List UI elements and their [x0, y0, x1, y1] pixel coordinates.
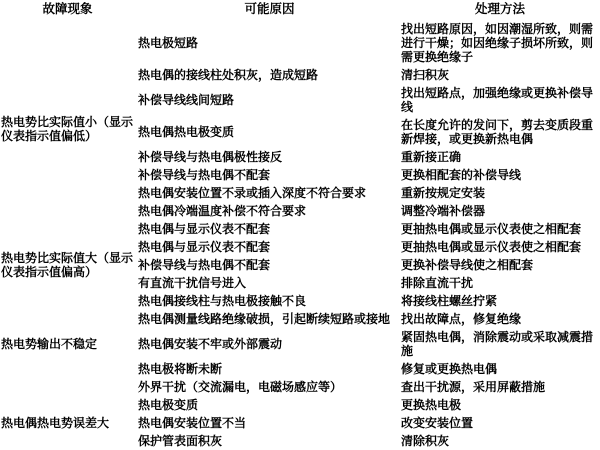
treatment-method-cell: 修复或更换热电偶: [401, 362, 498, 376]
treatment-method-cell: 调整冷端补偿器: [401, 204, 486, 218]
treatment-method-cell: 找出短路原因，如因潮湿所致，则需进行干燥；如因绝缘子损坏所致，则需更换绝缘子: [401, 22, 594, 64]
group-rows: [134, 20, 599, 238]
table-body: [1, 20, 599, 450]
table-row: [134, 292, 599, 310]
group-rows: [134, 238, 599, 292]
possible-cause-cell: 热电极将断未断: [138, 362, 223, 376]
column-header-fault: 故障现象: [42, 2, 93, 16]
possible-cause-cell: 热电极变质: [138, 398, 199, 412]
treatment-method-cell: 在长度允许的发问下，剪去变质段重新焊接，或更换新热电偶: [401, 118, 594, 146]
table-row: [134, 396, 599, 414]
possible-cause-cell: 热电偶安装位置不当: [138, 416, 247, 430]
possible-cause-cell: 热电偶的接线柱处积灰，造成短路: [138, 68, 319, 82]
column-header-cause: 可能原因: [244, 2, 295, 16]
treatment-method-cell: 更换相配套的补偿导线: [401, 168, 522, 182]
treatment-method-cell: 找出故障点，修复绝缘: [401, 312, 522, 326]
fault-phenomenon-cell: 热电势比实际值小（显示仪表指示值偏低）: [1, 115, 134, 143]
fault-group: [1, 20, 599, 238]
table-row: [134, 20, 599, 66]
treatment-method-cell: 排除直流干扰: [401, 276, 474, 290]
table-row: [134, 414, 599, 432]
possible-cause-cell: 补偿导线与热电偶不配套: [138, 258, 271, 272]
table-row: [134, 238, 599, 256]
column-header-treatment: 处理方法: [474, 2, 525, 16]
possible-cause-cell: 热电偶冷端温度补偿不符合要求: [138, 204, 307, 218]
possible-cause-cell: 补偿导线与热电偶极性接反: [138, 150, 283, 164]
table-row: [134, 432, 599, 450]
possible-cause-cell: 有直流干扰信号进入: [138, 276, 247, 290]
possible-cause-cell: 热电极短路: [138, 36, 199, 50]
table-header-row: [1, 2, 599, 16]
table-row: [134, 184, 599, 202]
fault-group: [1, 292, 599, 396]
treatment-method-cell: 查出干扰源，采用屏蔽措施: [401, 380, 546, 394]
table-row: [134, 360, 599, 378]
table-row: [134, 328, 599, 360]
treatment-method-cell: 更抽热电偶或显示仪表使之相配套: [401, 240, 582, 254]
group-rows: [134, 396, 599, 450]
treatment-method-cell: 改变安装位置: [401, 416, 474, 430]
table-row: [134, 66, 599, 84]
treatment-method-cell: 更抽热电偶或显示仪表使之相配套: [401, 222, 582, 236]
possible-cause-cell: 补偿导线与热电偶不配套: [138, 168, 271, 182]
treatment-method-cell: 更换热电极: [401, 398, 462, 412]
possible-cause-cell: 热电偶热电极变质: [138, 125, 235, 139]
possible-cause-cell: 保护管表面积灰: [138, 434, 223, 448]
treatment-method-cell: 紧固热电偶，消除震动或采取减震措施: [401, 330, 594, 358]
treatment-method-cell: 重新按规定安装: [401, 186, 486, 200]
table-row: [134, 84, 599, 116]
possible-cause-cell: 热电偶与显示仪表不配套: [138, 240, 271, 254]
table-row: [134, 220, 599, 238]
fault-phenomenon-cell: 热电偶热电势误差大: [1, 416, 110, 430]
fault-phenomenon-cell: 热电势比实际值大（显示仪表指示值偏高）: [1, 251, 134, 279]
table-row: [134, 310, 599, 328]
possible-cause-cell: 热电偶接线柱与热电极接触不良: [138, 294, 307, 308]
table-row: [134, 202, 599, 220]
treatment-method-cell: 将接线柱螺丝拧紧: [401, 294, 498, 308]
fault-phenomenon-cell: 热电势输出不稳定: [1, 337, 98, 351]
fault-group: [1, 396, 599, 450]
treatment-method-cell: 更换补偿导线使之相配套: [401, 258, 534, 272]
table-row: [134, 378, 599, 396]
treatment-method-cell: 重新接正确: [401, 150, 462, 164]
table-row: [134, 256, 599, 274]
possible-cause-cell: 热电偶安装位置不录或插入深度不符合要求: [138, 186, 367, 200]
possible-cause-cell: 热电偶与显示仪表不配套: [138, 222, 271, 236]
treatment-method-cell: 清扫积灰: [401, 68, 450, 82]
treatment-method-cell: 清除积灰: [401, 434, 450, 448]
table-row: [134, 274, 599, 292]
fault-group: [1, 238, 599, 292]
possible-cause-cell: 外界干扰（交流漏电，电磁场感应等）: [138, 380, 343, 394]
possible-cause-cell: 热电偶测量线路绝缘破损，引起断续短路或接地: [138, 312, 391, 326]
table-row: [134, 116, 599, 148]
group-rows: [134, 292, 599, 396]
possible-cause-cell: 补偿导线线间短路: [138, 93, 235, 107]
possible-cause-cell: 热电偶安装不牢或外部震动: [138, 337, 283, 351]
treatment-method-cell: 找出短路点，加强绝缘或更换补偿导线: [401, 86, 594, 114]
table-row: [134, 166, 599, 184]
table-row: [134, 148, 599, 166]
